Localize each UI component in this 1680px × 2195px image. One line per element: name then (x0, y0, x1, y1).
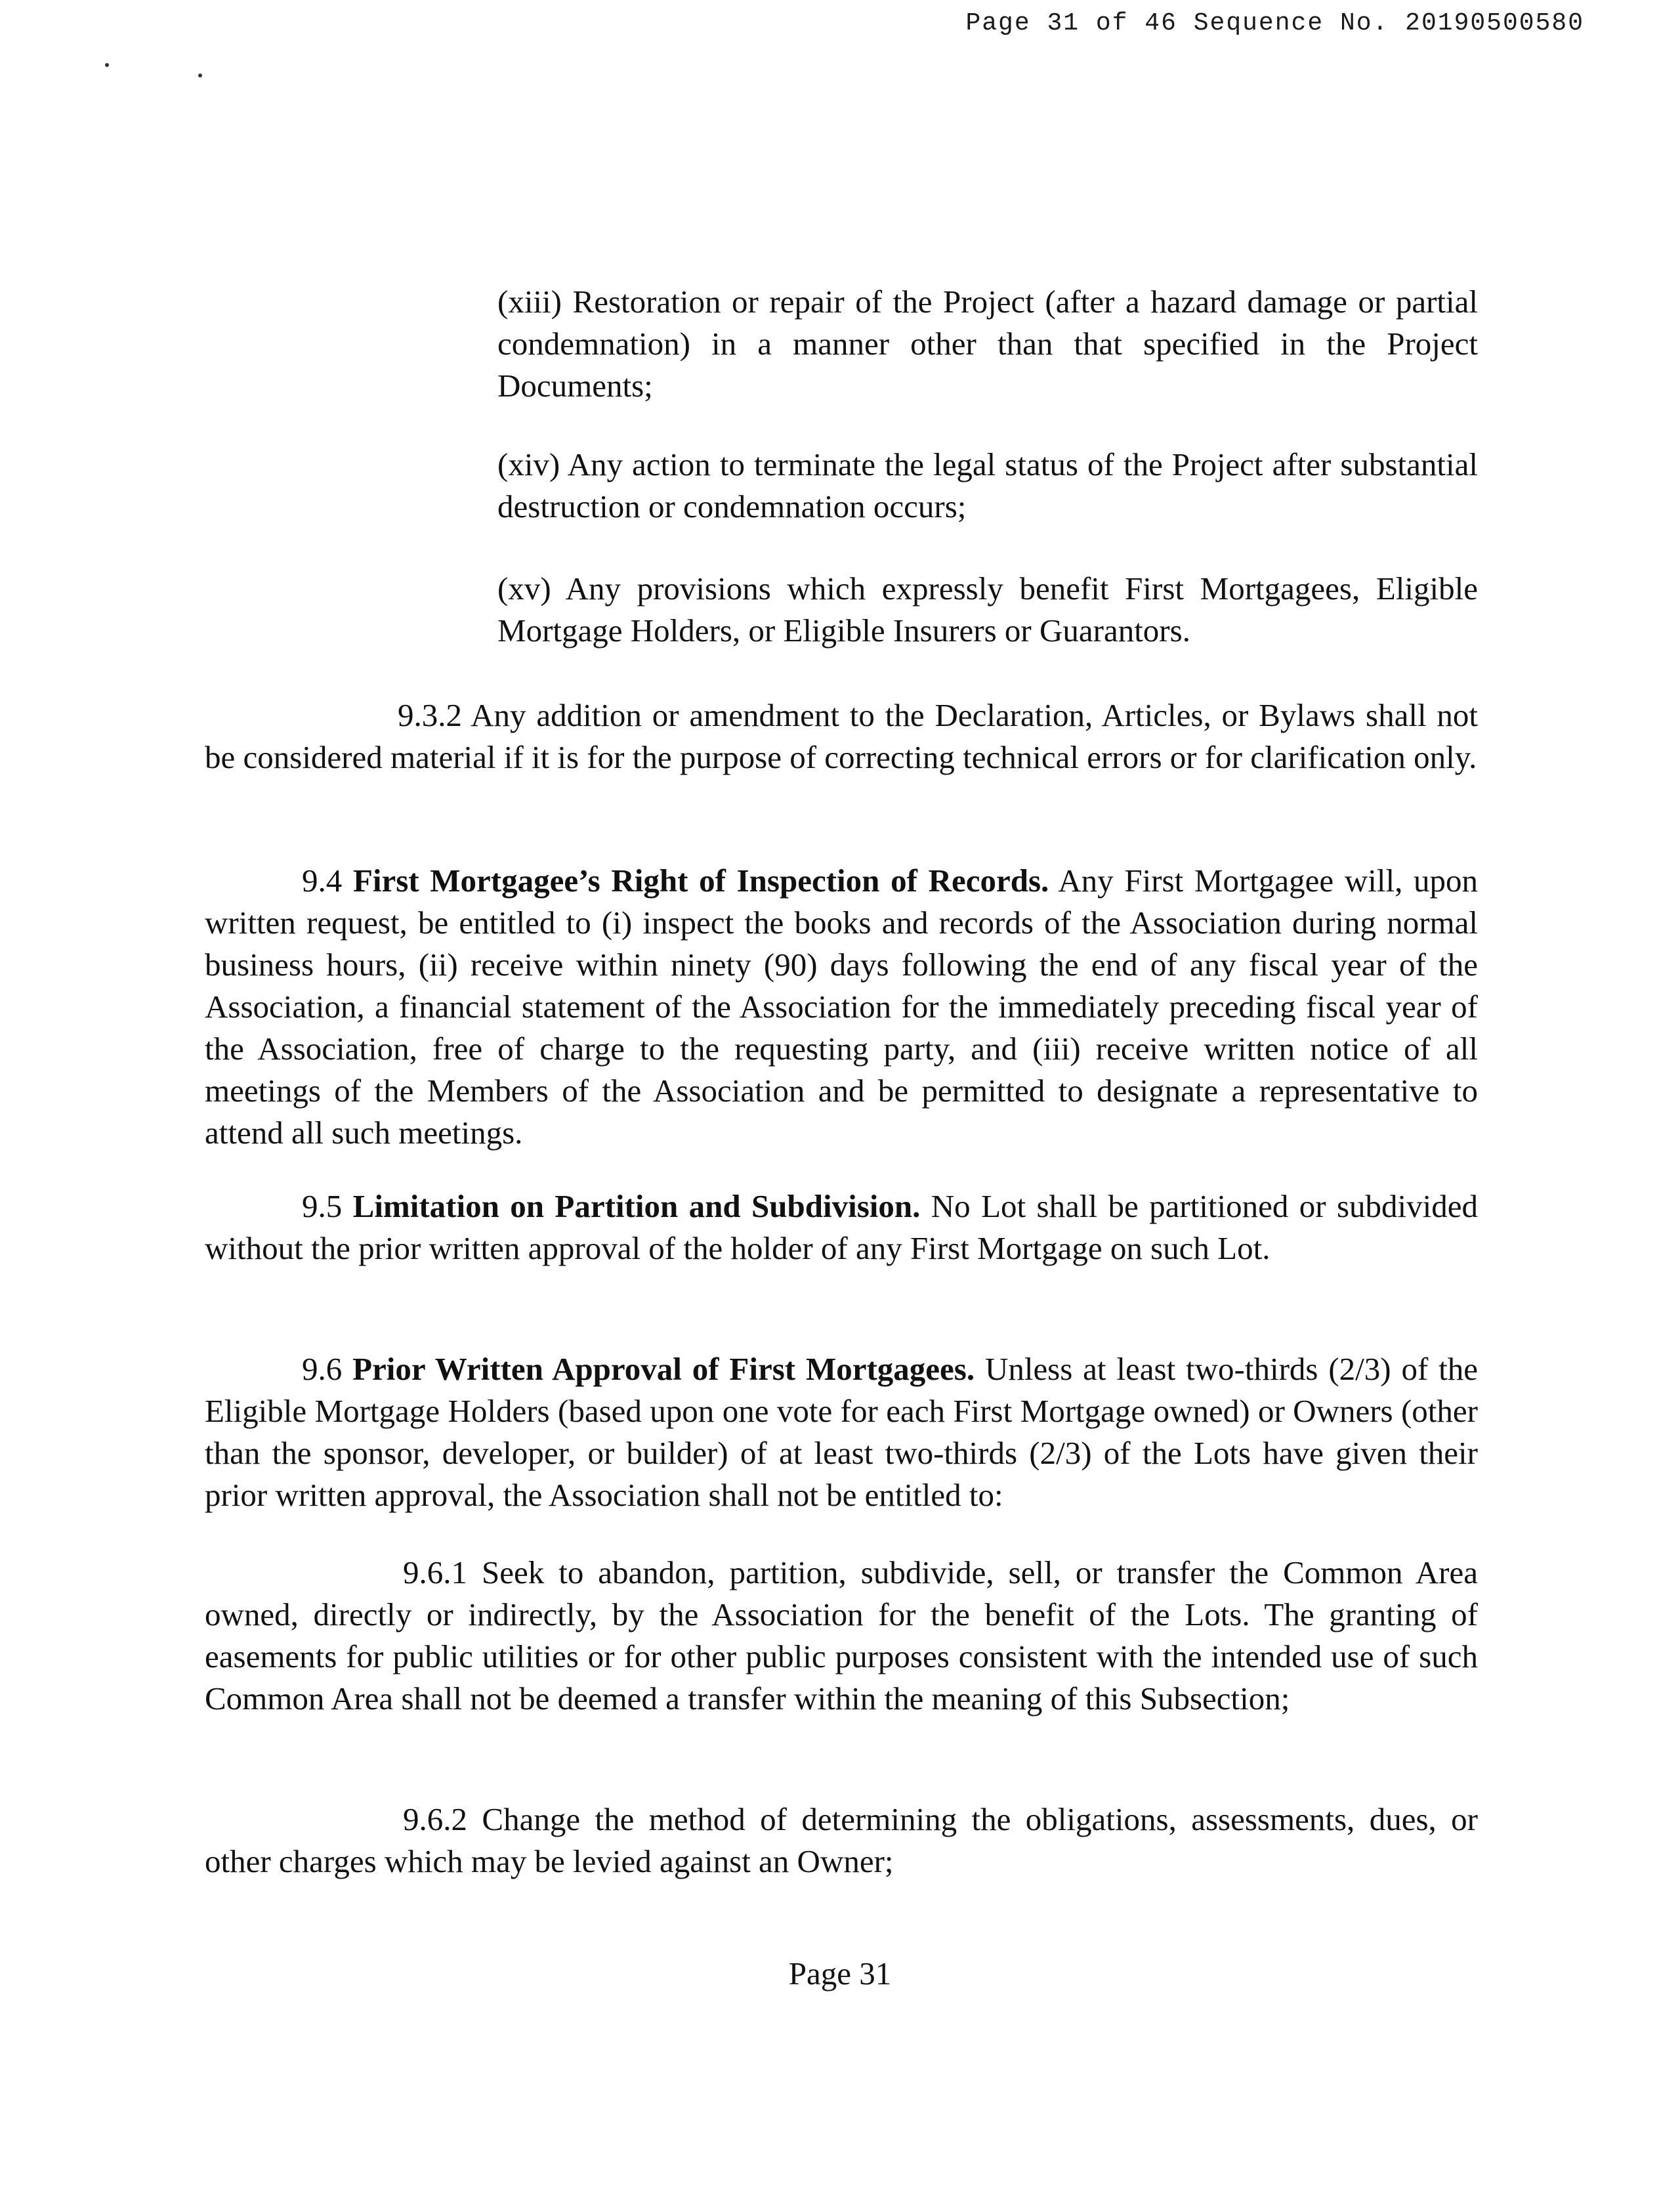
section-9-6-1-text: 9.6.1 Seek to abandon, partition, subdivide, sell, or transfer the Common Area owned, directly or indirectly, by the Association for the benefit of the Lots. The granting of easements for public utilities or for other public purposes consistent with the intended use of such Common Area shall not be deemed a transfer within the meaning of this Subsection; (205, 1554, 1478, 1716)
section-9-5-number: 9.5 (302, 1188, 343, 1224)
page-number: Page 31 (788, 1955, 892, 1992)
section-9-3-2 (205, 694, 1478, 778)
section-9-3-2-text: 9.3.2 Any addition or amendment to the Declaration, Articles, or Bylaws shall not be considered material if it is for the purpose of correcting technical errors or for clarification only. (205, 697, 1478, 775)
section-9-5-heading: Limitation on Partition and Subdivision. (352, 1188, 921, 1224)
section-9-4-number: 9.4 (302, 863, 343, 899)
section-9-6-2-text: 9.6.2 Change the method of determining the obligations, assessments, dues, or other charges which may be levied against an Owner; (205, 1801, 1478, 1879)
item-xiii: (xiii) Restoration or repair of the Project (after a hazard damage or partial condemnation) in a manner other than that specified in the Project Documents; (497, 284, 1478, 404)
section-9-5-body: No Lot shall be partitioned or subdivided without the prior written approval of the holder of any First Mortgage on such Lot. (205, 1188, 1478, 1266)
section-9-5 (205, 1185, 1478, 1269)
section-9-6-heading: Prior Written Approval of First Mortgagees. (352, 1351, 975, 1387)
section-9-6-2 (205, 1799, 1478, 1883)
section-9-6-1 (205, 1552, 1478, 1720)
scan-speck (198, 74, 202, 77)
section-9-6-body: Unless at least two-thirds (2/3) of the Eligible Mortgage Holders (based upon one vote for each First Mortgage owned) or Owners (other than the sponsor, developer, or builder) of at least two-thirds (2/3) of the Lots have given their prior written approval, the Association shall not be entitled to: (205, 1351, 1478, 1513)
item-xv: (xv) Any provisions which expressly benefit First Mortgagees, Eligible Mortgage Holders, or Eligible Insurers or Guarantors. (497, 570, 1478, 649)
sequence-stamp: Page 31 of 46 Sequence No. 20190500580 (965, 9, 1584, 37)
section-9-6-number: 9.6 (302, 1351, 343, 1387)
section-9-4-body: Any First Mortgagee will, upon written request, be entitled to (i) inspect the books and records of the Association during normal business hours, (ii) receive within ninety (90) days following the end of any fiscal year of the Association, a financial statement of the Association for the immediately preceding fiscal year of the Association, free of charge to the requesting party, and (iii) receive written notice of all meetings of the Members of the Association and be permitted to designate a representative to attend all such meetings. (205, 863, 1478, 1151)
section-9-4 (205, 860, 1478, 1154)
item-xiv: (xiv) Any action to terminate the legal status of the Project after substantial destruction or condemnation occurs; (497, 446, 1478, 524)
scan-speck (105, 63, 109, 67)
section-9-4-heading: First Mortgagee’s Right of Inspection of Records. (352, 863, 1049, 899)
section-9-6 (205, 1348, 1478, 1516)
